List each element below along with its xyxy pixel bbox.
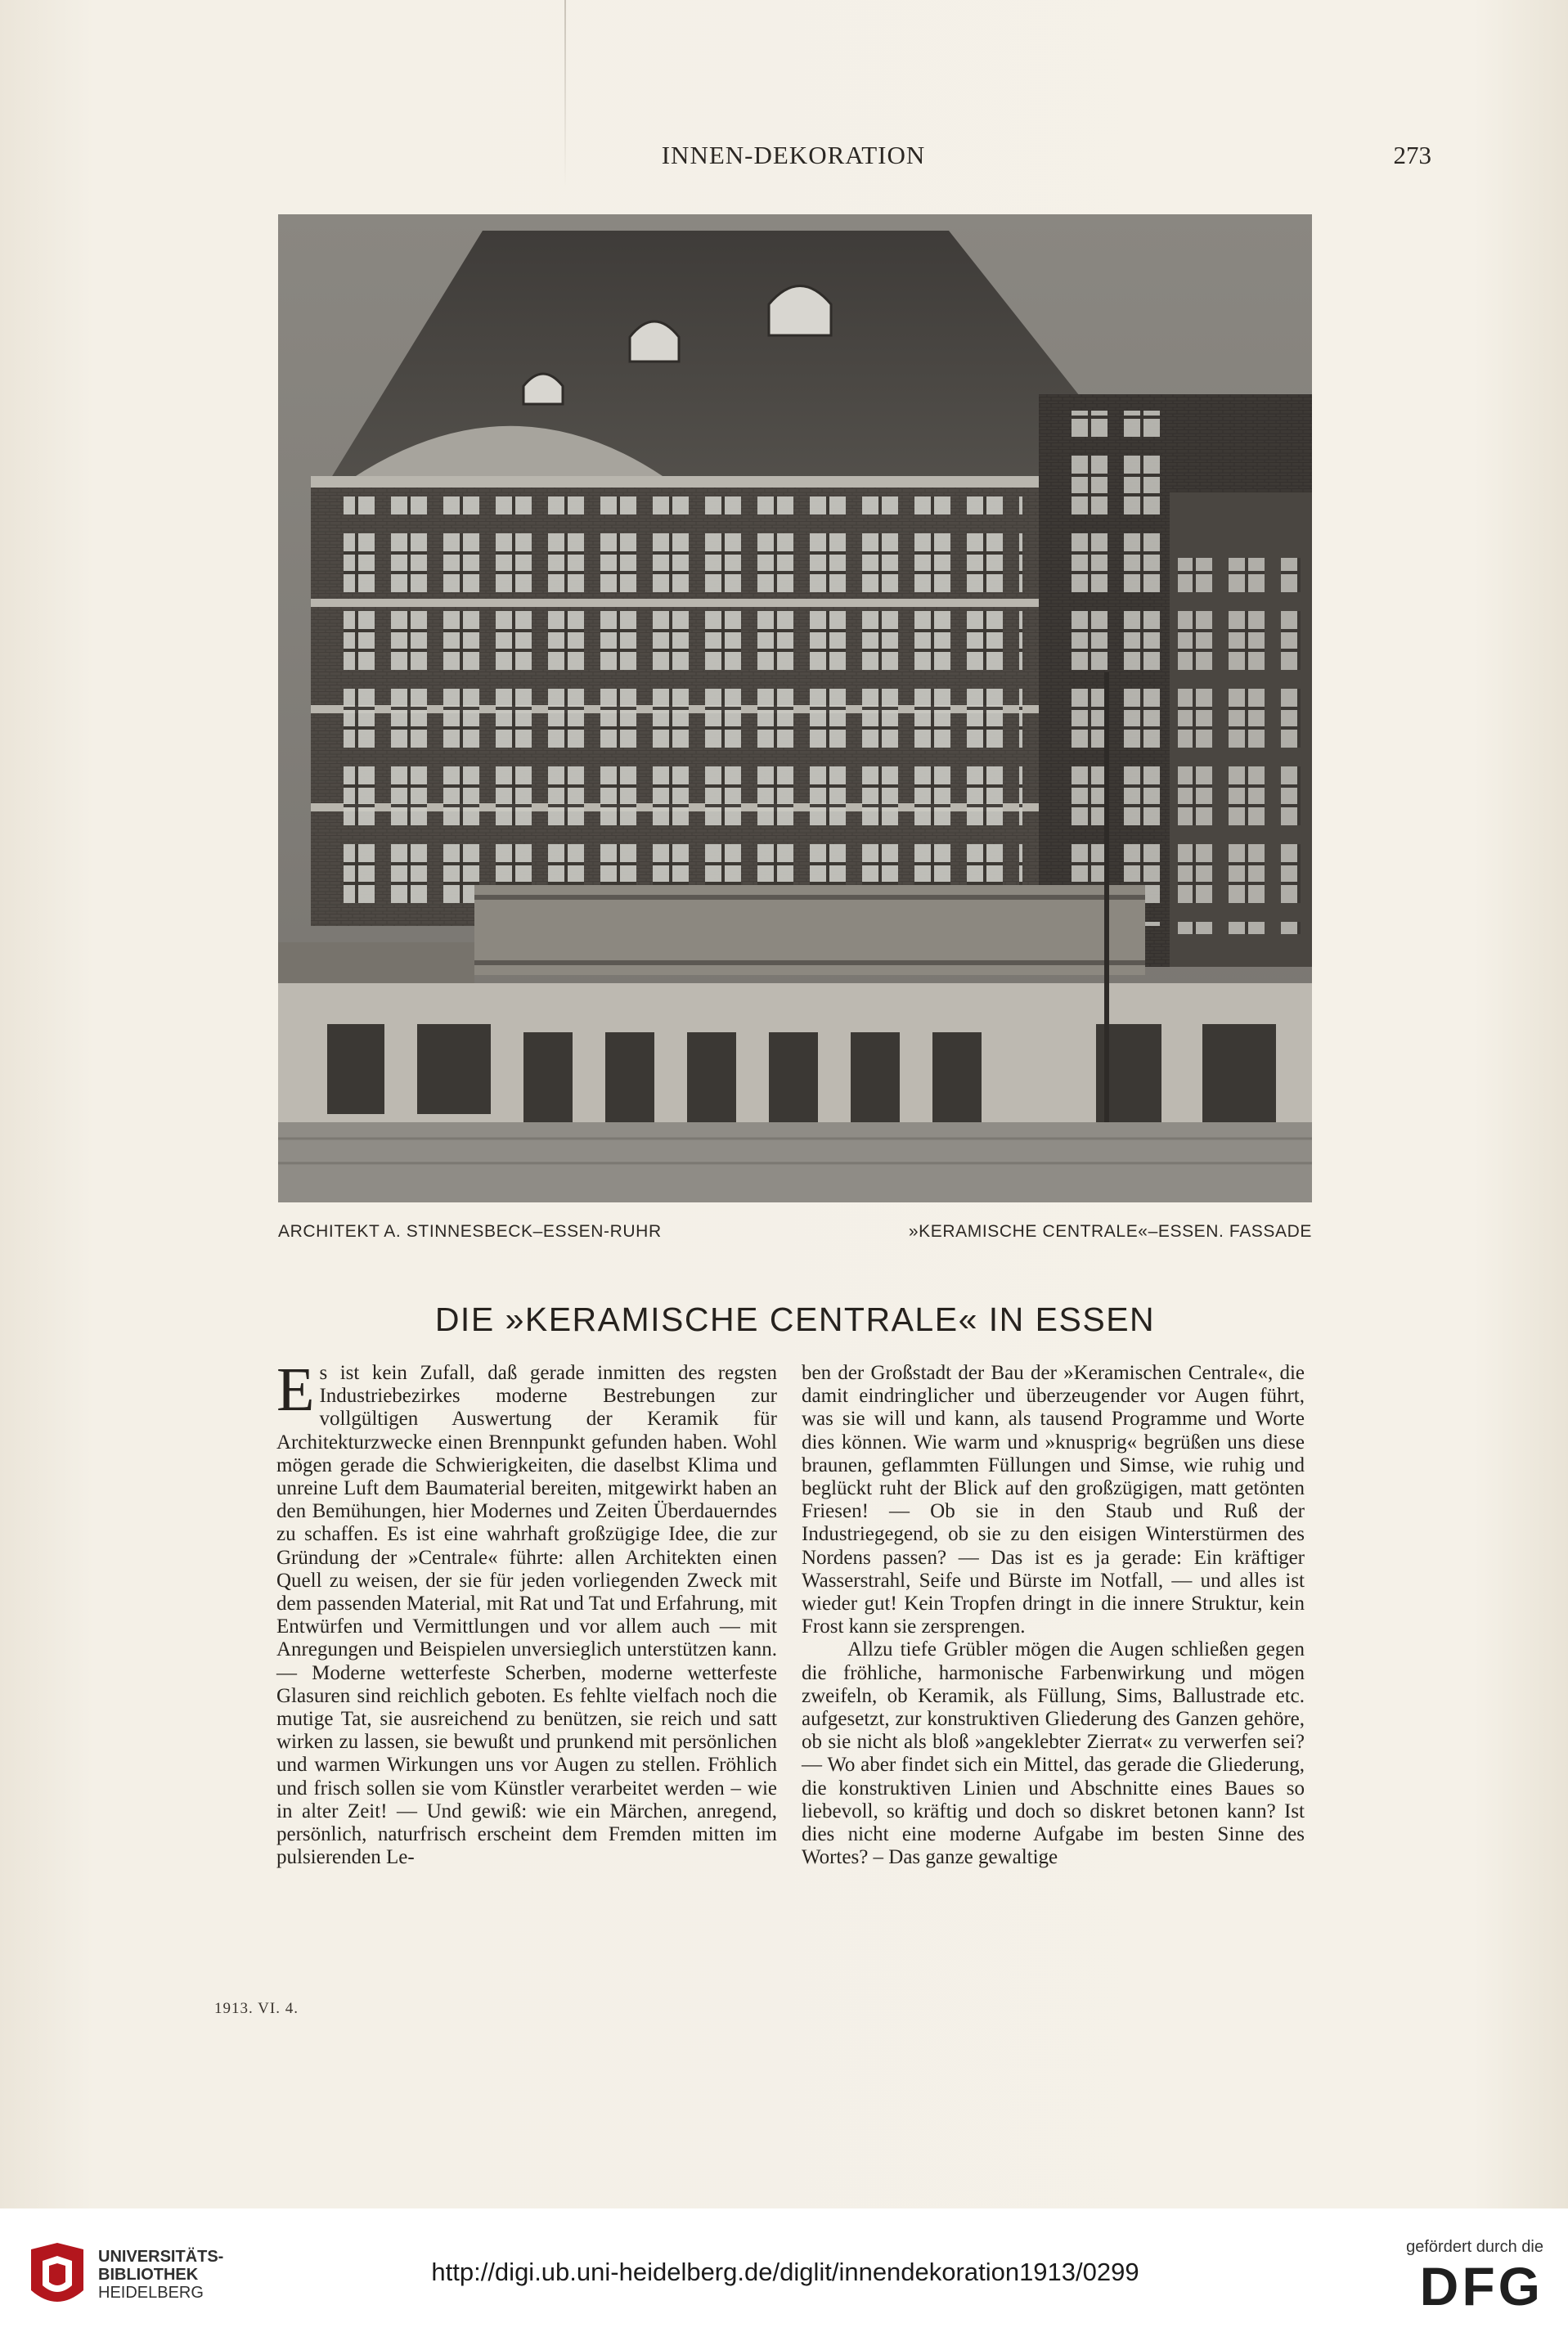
library-city: HEIDELBERG (98, 2284, 204, 2302)
article-title: DIE »KERAMISCHE CENTRALE« IN ESSEN (434, 1301, 1156, 1338)
caption-subject: »KERAMISCHE CENTRALE«–ESSEN. FASSADE (908, 1222, 1312, 1241)
university-library-logo-icon (25, 2241, 90, 2315)
paragraph: Allzu tiefe Grübler mögen die Augen schließen gegen die fröhliche, harmonische Farbenwirkung und mögen zweifeln, ob Keramik, als Füllung, Sims, Ballustrade etc. aufgesetzt, zur konstruktiven Gliederung des Ganzen gehöre, ob sie nicht als bloß »angeklebter Zierrat« zu verwerfen sei? — Wo aber findet sich ein Mittel, das gerade die Gliederung, die konstruktiven Linien und Abschnitte eines Baues so liebevoll, so kräftig und doch so diskret betonen kann? Ist dies nicht eine moderne Aufgabe im besten Sinne des Wortes? – Das ganze gewaltige (802, 1638, 1305, 1869)
page-number: 273 (1393, 141, 1431, 169)
printer-signature: 1913. VI. 4. (214, 2000, 299, 2017)
drop-cap: E (276, 1355, 315, 1424)
caption-architect: ARCHITEKT A. STINNESBECK–ESSEN-RUHR (278, 1222, 662, 1241)
paragraph-text: s ist kein Zufall, daß gerade inmitten des regsten Industriebezirkes moderne Bestrebungen zur vollgültigen Auswertung der Keramik für Architekturzwecke einen Brennpunkt gefunden haben. Wohl mögen gerade die Schwierigkeiten, die daselbst Klima und unreine Luft dem Baumaterial bereiten, mitgewirkt haben an den Bemühungen, hier Modernes und Zeiten Überdauerndes zu schaffen. Es ist eine wahrhaft großzügige Idee, die zur Gründung der »Centrale« führte: allen Architekten einen Quell zu weisen, der sie für jeden vorliegenden Zweck mit dem passenden Material, mit Rat und Tat und Erfahrung, mit Entwürfen und Vermittlungen und vor allem auch — mit Anregungen und Beispielen unversieglich unterstützen kann. — Moderne wetterfeste Scherben, moderne wetterfeste Glasuren sind reichlich geboten. Es fehlte vielfach noch die mutige Tat, sie ausreichend zu benützen, sie reich und satt wirken zu lassen, sie bewußt und prunkend mit persönlichen und warmen Wirkungen uns vor Augen zu stellen. Fröhlich und frisch sollen sie vom Künstler verarbeitet werden – wie in alter Zeit! — Und gewiß: wie ein Märchen, anregend, persönlich, naturfrisch erscheint dem Fremden mitten im pulsierenden Le- (276, 1362, 777, 1869)
source-url-link[interactable]: http://digi.ub.uni-heidelberg.de/diglit/innendekoration1913/0299 (431, 2258, 1139, 2286)
building-facade-photo (278, 214, 1312, 1202)
running-head (278, 141, 1431, 182)
text-column-left (276, 1355, 777, 1869)
digitization-footer (0, 2208, 1568, 2341)
figure-caption (278, 1222, 1312, 1247)
library-name (98, 2248, 223, 2302)
funder-block (1355, 2238, 1543, 2316)
paragraph (276, 1355, 777, 1869)
text-column-right (802, 1362, 1305, 1869)
dfg-logo: DFG (1419, 2256, 1543, 2316)
library-name-line: UNIVERSITÄTS- (98, 2248, 224, 2266)
funded-by-label: gefördert durch die (1406, 2238, 1543, 2256)
paragraph: ben der Großstadt der Bau der »Keramischen Centrale«, die damit eindringlicher und überzeugender vor Augen führt, was sie will und kann, als tausend Programme und Worte dies können. Wie warm und »knusprig« begrüßen uns diese braunen, geflammten Füllungen und Simse, wie ruhig und beglückt ruht der Blick auf den großzügigen, matt getönten Friesen! — Ob sie in den Staub und Ruß der Industriegegend, ob sie zu den eisigen Winterstürmen des Nordens passen? — Das ist es ja gerade: Ein kräftiger Wasserstrahl, Seife und Bürste im Notfall, — und alles ist wieder gut! Kein Tropfen dringt in die innere Struktur, kein Frost kann sie zersprengen. (802, 1362, 1305, 1638)
running-title: INNEN-DEKORATION (661, 141, 926, 169)
library-name-line: BIBLIOTHEK (98, 2266, 199, 2284)
